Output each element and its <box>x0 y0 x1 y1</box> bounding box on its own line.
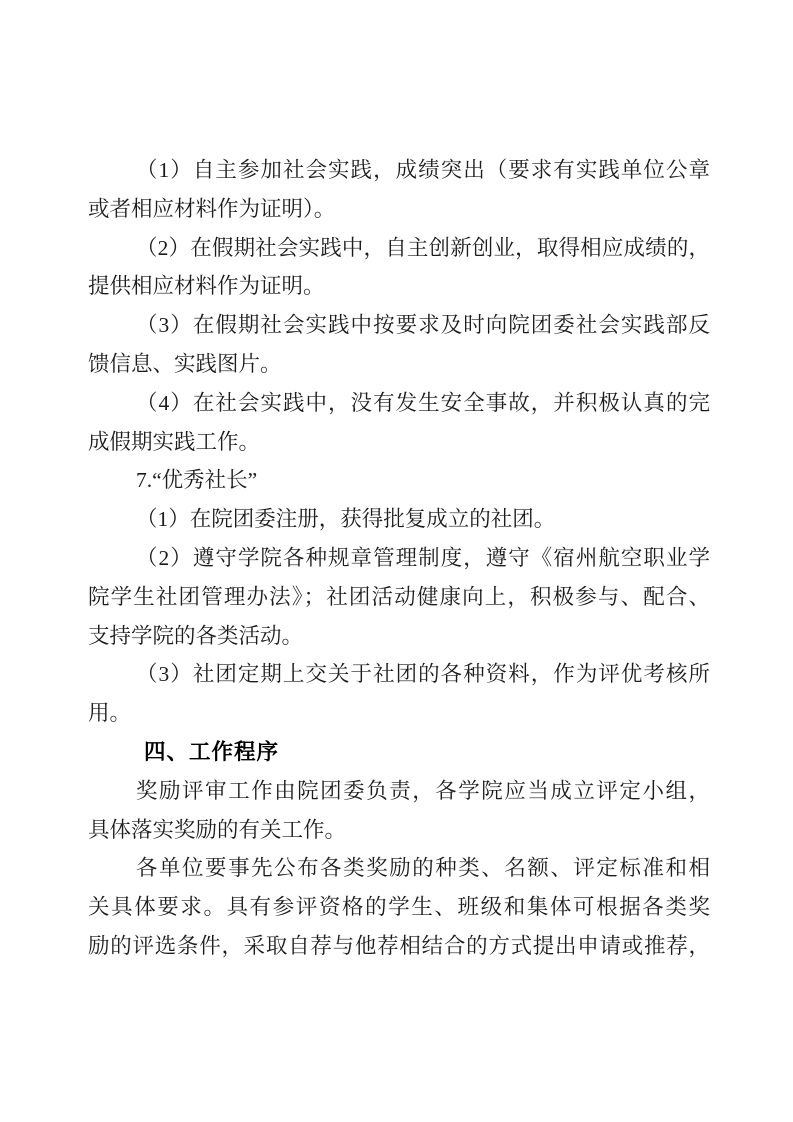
doc-line: 或者相应材料作为证明）。 <box>88 196 336 221</box>
doc-line: 奖励评审工作由院团委负责，各学院应当成立评定小组， <box>136 778 710 803</box>
doc-line: （3）社团定期上交关于社团的各种资料，作为评优考核所 <box>136 662 710 687</box>
doc-line: （4）在社会实践中，没有发生安全事故，并积极认真的完 <box>136 390 710 415</box>
doc-line: （1）在院团委注册，获得批复成立的社团。 <box>136 507 556 532</box>
doc-line: 关具体要求。具有参评资格的学生、班级和集体可根据各类奖 <box>88 895 710 920</box>
doc-line-subheading: 7.“优秀社长” <box>136 468 258 493</box>
doc-line: （1）自主参加社会实践，成绩突出（要求有实践单位公章 <box>136 158 710 182</box>
doc-line: 院学生社团管理办法》；社团活动健康向上，积极参与、配合、 <box>88 584 710 609</box>
doc-line: 各单位要事先公布各类奖励的种类、名额、评定标准和相 <box>136 856 710 881</box>
section-heading: 四、工作程序 <box>144 739 280 764</box>
doc-line: 支持学院的各类活动。 <box>88 623 304 648</box>
doc-line: 馈信息、实践图片。 <box>88 351 282 376</box>
document-body <box>88 151 710 966</box>
doc-line: （3）在假期社会实践中按要求及时向院团委社会实践部反 <box>136 313 710 338</box>
doc-line: 成假期实践工作。 <box>88 429 261 454</box>
doc-line: 励的评选条件，采取自荐与他荐相结合的方式提出申请或推荐， <box>88 933 710 958</box>
doc-line: 具体落实奖励的有关工作。 <box>88 817 347 842</box>
doc-line: 提供相应材料作为证明。 <box>88 274 325 299</box>
doc-line: （2）遵守学院各种规章管理制度，遵守《宿州航空职业学 <box>136 545 710 570</box>
doc-line: 用。 <box>88 701 132 726</box>
doc-line: （2）在假期社会实践中，自主创新创业，取得相应成绩的， <box>136 235 710 260</box>
